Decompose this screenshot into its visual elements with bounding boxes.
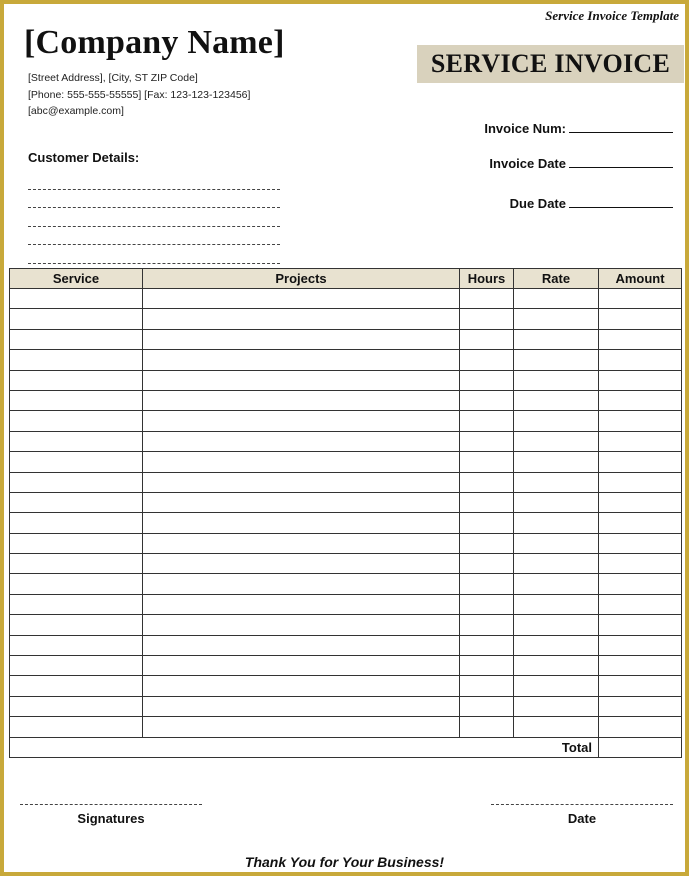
- amount-cell[interactable]: [599, 554, 682, 574]
- hours-cell[interactable]: [460, 594, 514, 614]
- company-contact: [28, 70, 250, 120]
- amount-cell[interactable]: [599, 309, 682, 329]
- hours-cell[interactable]: [460, 696, 514, 716]
- projects-cell[interactable]: [143, 472, 460, 492]
- amount-cell[interactable]: [599, 717, 682, 737]
- projects-cell[interactable]: [143, 656, 460, 676]
- rate-cell[interactable]: [514, 594, 599, 614]
- invoice-date-field[interactable]: [569, 156, 673, 168]
- rate-cell[interactable]: [514, 431, 599, 451]
- rate-cell[interactable]: [514, 635, 599, 655]
- hours-cell[interactable]: [460, 390, 514, 410]
- projects-cell[interactable]: [143, 554, 460, 574]
- table-row: [10, 594, 682, 614]
- table-row: [10, 390, 682, 410]
- table-row: [10, 717, 682, 737]
- due-date-row: [510, 196, 673, 211]
- header-projects: Projects: [143, 269, 460, 289]
- total-row: [10, 737, 682, 757]
- items-body: [10, 289, 682, 738]
- amount-cell[interactable]: [599, 452, 682, 472]
- service-cell[interactable]: [10, 513, 143, 533]
- service-cell[interactable]: [10, 492, 143, 512]
- table-header-row: [10, 269, 682, 289]
- customer-line[interactable]: [28, 190, 280, 209]
- amount-cell[interactable]: [599, 350, 682, 370]
- table-row: [10, 350, 682, 370]
- projects-cell[interactable]: [143, 309, 460, 329]
- rate-cell[interactable]: [514, 656, 599, 676]
- table-row: [10, 452, 682, 472]
- projects-cell[interactable]: [143, 289, 460, 309]
- rate-cell[interactable]: [514, 411, 599, 431]
- rate-cell[interactable]: [514, 574, 599, 594]
- projects-cell[interactable]: [143, 431, 460, 451]
- due-date-field[interactable]: [569, 196, 673, 208]
- rate-cell[interactable]: [514, 696, 599, 716]
- hours-cell[interactable]: [460, 309, 514, 329]
- header-hours: Hours: [460, 269, 514, 289]
- rate-cell[interactable]: [514, 350, 599, 370]
- header-amount: Amount: [599, 269, 682, 289]
- hours-cell[interactable]: [460, 350, 514, 370]
- table-row: [10, 696, 682, 716]
- table-row: [10, 431, 682, 451]
- invoice-date-label: Invoice Date: [489, 156, 566, 171]
- table-row: [10, 533, 682, 553]
- table-row: [10, 554, 682, 574]
- service-cell[interactable]: [10, 676, 143, 696]
- amount-cell[interactable]: [599, 431, 682, 451]
- table-row: [10, 289, 682, 309]
- table-row: [10, 615, 682, 635]
- hours-cell[interactable]: [460, 472, 514, 492]
- amount-cell[interactable]: [599, 574, 682, 594]
- invoice-date-row: [489, 156, 673, 171]
- service-cell[interactable]: [10, 656, 143, 676]
- invoice-num-label: Invoice Num:: [484, 121, 566, 136]
- amount-cell[interactable]: [599, 533, 682, 553]
- customer-line[interactable]: [28, 171, 280, 190]
- table-row: [10, 574, 682, 594]
- hours-cell[interactable]: [460, 513, 514, 533]
- projects-cell[interactable]: [143, 696, 460, 716]
- table-row: [10, 513, 682, 533]
- table-row: [10, 492, 682, 512]
- rate-cell[interactable]: [514, 717, 599, 737]
- hours-cell[interactable]: [460, 554, 514, 574]
- hours-cell[interactable]: [460, 370, 514, 390]
- projects-cell[interactable]: [143, 513, 460, 533]
- company-name: [Company Name]: [24, 24, 285, 61]
- amount-cell[interactable]: [599, 513, 682, 533]
- invoice-banner: SERVICE INVOICE: [417, 45, 684, 83]
- rate-cell[interactable]: [514, 309, 599, 329]
- projects-cell[interactable]: [143, 370, 460, 390]
- invoice-num-row: [484, 121, 673, 136]
- projects-cell[interactable]: [143, 452, 460, 472]
- hours-cell[interactable]: [460, 533, 514, 553]
- amount-cell[interactable]: [599, 676, 682, 696]
- service-cell[interactable]: [10, 452, 143, 472]
- signatures-block: [20, 804, 202, 826]
- customer-line[interactable]: [28, 208, 280, 227]
- hours-cell[interactable]: [460, 717, 514, 737]
- service-cell[interactable]: [10, 309, 143, 329]
- amount-cell[interactable]: [599, 472, 682, 492]
- signatures-label: Signatures: [77, 811, 145, 826]
- service-cell[interactable]: [10, 350, 143, 370]
- hours-cell[interactable]: [460, 329, 514, 349]
- hours-cell[interactable]: [460, 452, 514, 472]
- invoice-num-field[interactable]: [569, 121, 673, 133]
- company-phone-fax: [Phone: 555-555-55555] [Fax: 123-123-123456]: [28, 88, 251, 101]
- hours-cell[interactable]: [460, 635, 514, 655]
- hours-cell[interactable]: [460, 615, 514, 635]
- rate-cell[interactable]: [514, 492, 599, 512]
- projects-cell[interactable]: [143, 350, 460, 370]
- rate-cell[interactable]: [514, 615, 599, 635]
- rate-cell[interactable]: [514, 513, 599, 533]
- table-row: [10, 370, 682, 390]
- header-service: Service: [10, 269, 143, 289]
- service-cell[interactable]: [10, 594, 143, 614]
- template-title: Service Invoice Template: [545, 8, 679, 23]
- table-row: [10, 329, 682, 349]
- service-cell[interactable]: [10, 370, 143, 390]
- hours-cell[interactable]: [460, 431, 514, 451]
- service-cell[interactable]: [10, 615, 143, 635]
- amount-cell[interactable]: [599, 370, 682, 390]
- projects-cell[interactable]: [143, 492, 460, 512]
- date-line[interactable]: [491, 804, 673, 805]
- projects-cell[interactable]: [143, 390, 460, 410]
- service-cell[interactable]: [10, 554, 143, 574]
- rate-cell[interactable]: [514, 370, 599, 390]
- amount-cell[interactable]: [599, 615, 682, 635]
- projects-cell[interactable]: [143, 615, 460, 635]
- amount-cell[interactable]: [599, 635, 682, 655]
- company-email: [abc@example.com]: [28, 105, 124, 117]
- company-address: [Street Address], [City, ST ZIP Code]: [28, 72, 198, 84]
- service-cell[interactable]: [10, 431, 143, 451]
- amount-cell[interactable]: [599, 594, 682, 614]
- hours-cell[interactable]: [460, 289, 514, 309]
- amount-cell[interactable]: [599, 656, 682, 676]
- customer-details-label: Customer Details:: [28, 150, 140, 165]
- total-amount-cell[interactable]: [599, 737, 682, 757]
- due-date-label: Due Date: [509, 196, 566, 211]
- table-row: [10, 635, 682, 655]
- service-cell[interactable]: [10, 390, 143, 410]
- service-cell[interactable]: [10, 717, 143, 737]
- hours-cell[interactable]: [460, 411, 514, 431]
- amount-cell[interactable]: [599, 696, 682, 716]
- hours-cell[interactable]: [460, 676, 514, 696]
- total-label: Total: [10, 737, 599, 757]
- service-cell[interactable]: [10, 635, 143, 655]
- rate-cell[interactable]: [514, 472, 599, 492]
- customer-details-lines[interactable]: [28, 171, 280, 264]
- customer-line[interactable]: [28, 227, 280, 246]
- projects-cell[interactable]: [143, 717, 460, 737]
- hours-cell[interactable]: [460, 492, 514, 512]
- service-cell[interactable]: [10, 289, 143, 309]
- rate-cell[interactable]: [514, 533, 599, 553]
- signature-line[interactable]: [20, 804, 202, 805]
- projects-cell[interactable]: [143, 574, 460, 594]
- hours-cell[interactable]: [460, 656, 514, 676]
- table-row: [10, 656, 682, 676]
- items-table: [9, 268, 682, 758]
- service-cell[interactable]: [10, 411, 143, 431]
- service-cell[interactable]: [10, 574, 143, 594]
- rate-cell[interactable]: [514, 289, 599, 309]
- projects-cell[interactable]: [143, 635, 460, 655]
- projects-cell[interactable]: [143, 533, 460, 553]
- header-rate: Rate: [514, 269, 599, 289]
- table-row: [10, 411, 682, 431]
- table-row: [10, 472, 682, 492]
- table-row: [10, 676, 682, 696]
- rate-cell[interactable]: [514, 554, 599, 574]
- rate-cell[interactable]: [514, 390, 599, 410]
- amount-cell[interactable]: [599, 411, 682, 431]
- service-cell[interactable]: [10, 533, 143, 553]
- amount-cell[interactable]: [599, 289, 682, 309]
- amount-cell[interactable]: [599, 390, 682, 410]
- date-label: Date: [567, 811, 597, 826]
- table-row: [10, 309, 682, 329]
- rate-cell[interactable]: [514, 676, 599, 696]
- service-cell[interactable]: [10, 696, 143, 716]
- projects-cell[interactable]: [143, 594, 460, 614]
- service-cell[interactable]: [10, 472, 143, 492]
- service-cell[interactable]: [10, 329, 143, 349]
- thank-you-note: Thank You for Your Business!: [244, 854, 445, 870]
- date-block: [491, 804, 673, 826]
- projects-cell[interactable]: [143, 329, 460, 349]
- hours-cell[interactable]: [460, 574, 514, 594]
- projects-cell[interactable]: [143, 411, 460, 431]
- amount-cell[interactable]: [599, 492, 682, 512]
- rate-cell[interactable]: [514, 452, 599, 472]
- projects-cell[interactable]: [143, 676, 460, 696]
- customer-line[interactable]: [28, 245, 280, 264]
- amount-cell[interactable]: [599, 329, 682, 349]
- rate-cell[interactable]: [514, 329, 599, 349]
